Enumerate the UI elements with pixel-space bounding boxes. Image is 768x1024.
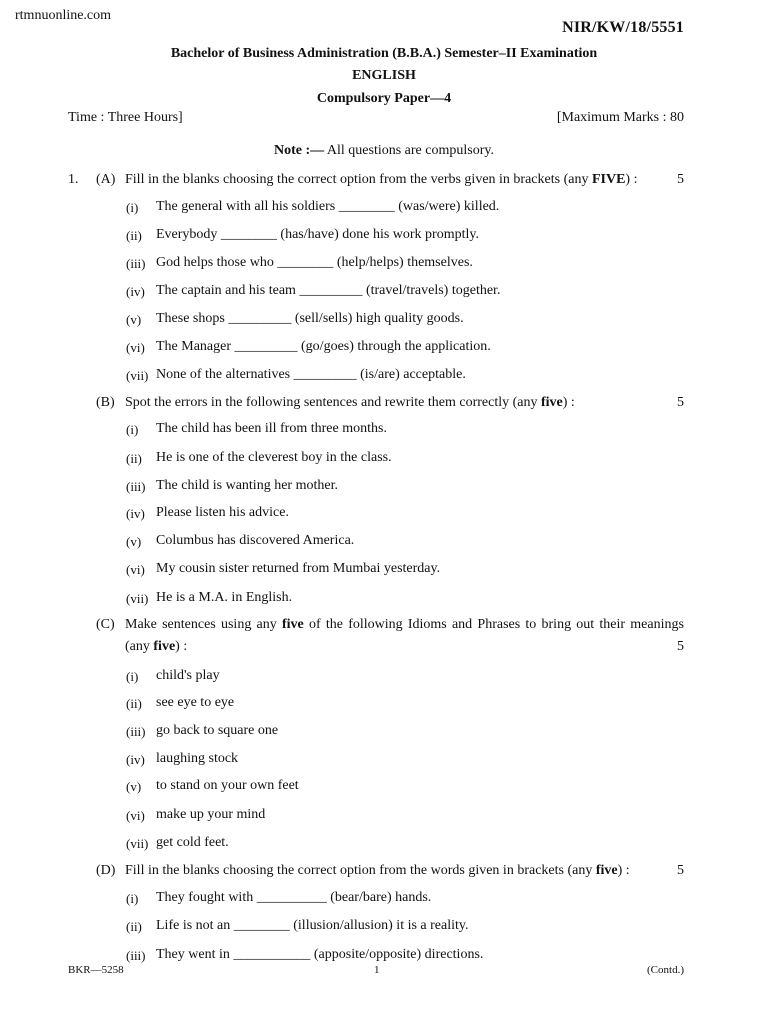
question-item: Everybody ________ (has/have) done his work promptly.	[156, 227, 479, 242]
instruction-emphasis: FIVE	[591, 172, 626, 187]
question-item: My cousin sister returned from Mumbai yesterday.	[156, 561, 441, 576]
instruction-text: ) :	[175, 639, 188, 654]
part-marks: 5	[677, 172, 684, 187]
instruction-text: Fill in the blanks choosing the correct option from the words given in brackets (any	[125, 863, 596, 878]
paper-title: Compulsory Paper—4	[316, 91, 452, 106]
item-number: (v)	[126, 534, 142, 549]
instruction-word: bring	[541, 617, 572, 632]
instruction-text: ) :	[562, 395, 575, 410]
instruction-word: of	[308, 617, 321, 632]
question-item: child's play	[156, 668, 220, 683]
time-allowed: Time : Three Hours]	[68, 110, 183, 125]
item-number: (vi)	[126, 340, 145, 355]
instruction-word: following	[348, 617, 403, 632]
instruction-word: any	[256, 617, 277, 632]
item-number: (ii)	[126, 696, 142, 711]
instruction-word: to	[525, 617, 537, 632]
part-marks: 5	[677, 639, 684, 654]
part-instruction	[125, 863, 630, 879]
maximum-marks: [Maximum Marks : 80	[556, 110, 684, 125]
item-number: (v)	[126, 779, 142, 794]
item-number: (vi)	[126, 808, 145, 823]
note	[0, 143, 768, 159]
question-item: The child is wanting her mother.	[156, 478, 338, 493]
part-label: (B)	[96, 395, 115, 410]
question-item: laughing stock	[156, 751, 239, 766]
instruction-text: ) :	[617, 863, 630, 878]
item-number: (iii)	[126, 256, 146, 271]
part-label: (C)	[96, 617, 115, 632]
part-instruction	[125, 395, 575, 411]
instruction-word: the	[325, 617, 343, 632]
note-text: All questions are compulsory.	[324, 143, 494, 158]
part-instruction	[125, 172, 637, 188]
question-item: see eye to eye	[156, 695, 235, 710]
part-marks: 5	[677, 863, 684, 878]
item-number: (ii)	[126, 919, 142, 934]
question-item: The child has been ill from three months.	[156, 421, 387, 436]
instruction-word: five	[281, 617, 304, 632]
instruction-word: and	[451, 617, 473, 632]
item-number: (v)	[126, 312, 142, 327]
item-number: (i)	[126, 891, 139, 906]
question-item: He is one of the cleverest boy in the class.	[156, 450, 392, 465]
page-number: 1	[374, 964, 380, 976]
question-item: The captain and his team _________ (travel/travels) together.	[156, 283, 501, 298]
item-number: (iii)	[126, 479, 146, 494]
instruction-word: Make	[125, 617, 157, 632]
question-item: Please listen his advice.	[156, 505, 289, 520]
instruction-word: their	[599, 617, 626, 632]
item-number: (i)	[126, 669, 139, 684]
instruction-word: meanings	[630, 617, 684, 632]
item-number: (vii)	[126, 368, 149, 383]
question-item: to stand on your own feet	[156, 778, 299, 793]
item-number: (vii)	[126, 836, 149, 851]
question-item: They fought with __________ (bear/bare) hands.	[156, 890, 432, 905]
part-instruction	[125, 617, 684, 633]
item-number: (iii)	[126, 948, 146, 963]
instruction-text: (any	[125, 639, 154, 654]
note-label: Note :—	[274, 143, 325, 158]
part-marks: 5	[677, 395, 684, 410]
question-item: make up your mind	[156, 807, 266, 822]
question-item: These shops _________ (sell/sells) high quality goods.	[156, 311, 464, 326]
part-instruction-continued	[125, 639, 187, 655]
instruction-emphasis: five	[540, 395, 563, 410]
instruction-word: using	[220, 617, 252, 632]
paper-code: NIR/KW/18/5551	[562, 19, 684, 36]
item-number: (ii)	[126, 228, 142, 243]
item-number: (iv)	[126, 284, 145, 299]
item-number: (ii)	[126, 451, 142, 466]
subject-title: ENGLISH	[352, 68, 416, 83]
question-item: Life is not an ________ (illusion/allusion) it is a reality.	[156, 918, 469, 933]
instruction-emphasis: five	[153, 639, 176, 654]
question-item: get cold feet.	[156, 835, 229, 850]
instruction-text: ) :	[625, 172, 638, 187]
instruction-word: Phrases	[477, 617, 521, 632]
item-number: (vi)	[126, 562, 145, 577]
question-item: God helps those who ________ (help/helps) themselves.	[156, 255, 473, 270]
instruction-word: sentences	[162, 617, 216, 632]
instruction-emphasis: five	[595, 863, 618, 878]
footer-code: BKR—5258	[68, 964, 124, 976]
question-item: None of the alternatives _________ (is/are) acceptable.	[156, 367, 466, 382]
question-item: Columbus has discovered America.	[156, 533, 355, 548]
footer-contd: (Contd.)	[647, 964, 684, 976]
instruction-text: Spot the errors in the following sentences and rewrite them correctly (any	[125, 395, 541, 410]
question-item: He is a M.A. in English.	[156, 590, 293, 605]
item-number: (iv)	[126, 506, 145, 521]
site-watermark: rtmnuonline.com	[15, 8, 112, 23]
item-number: (iv)	[126, 752, 145, 767]
instruction-word: Idioms	[407, 617, 447, 632]
item-number: (i)	[126, 422, 139, 437]
item-number: (i)	[126, 200, 139, 215]
part-label: (A)	[96, 172, 116, 187]
instruction-text: Fill in the blanks choosing the correct option from the verbs given in brackets (any	[125, 172, 592, 187]
question-item: They went in ___________ (apposite/opposite) directions.	[156, 947, 484, 962]
instruction-word: out	[576, 617, 595, 632]
question-item: The Manager _________ (go/goes) through the application.	[156, 339, 491, 354]
question-item: The general with all his soldiers ________ (was/were) killed.	[156, 199, 500, 214]
item-number: (vii)	[126, 591, 149, 606]
exam-title: Bachelor of Business Administration (B.B.A.) Semester–II Examination	[170, 46, 598, 61]
part-label: (D)	[96, 863, 116, 878]
question-item: go back to square one	[156, 723, 279, 738]
item-number: (iii)	[126, 724, 146, 739]
question-number: 1.	[68, 172, 79, 187]
